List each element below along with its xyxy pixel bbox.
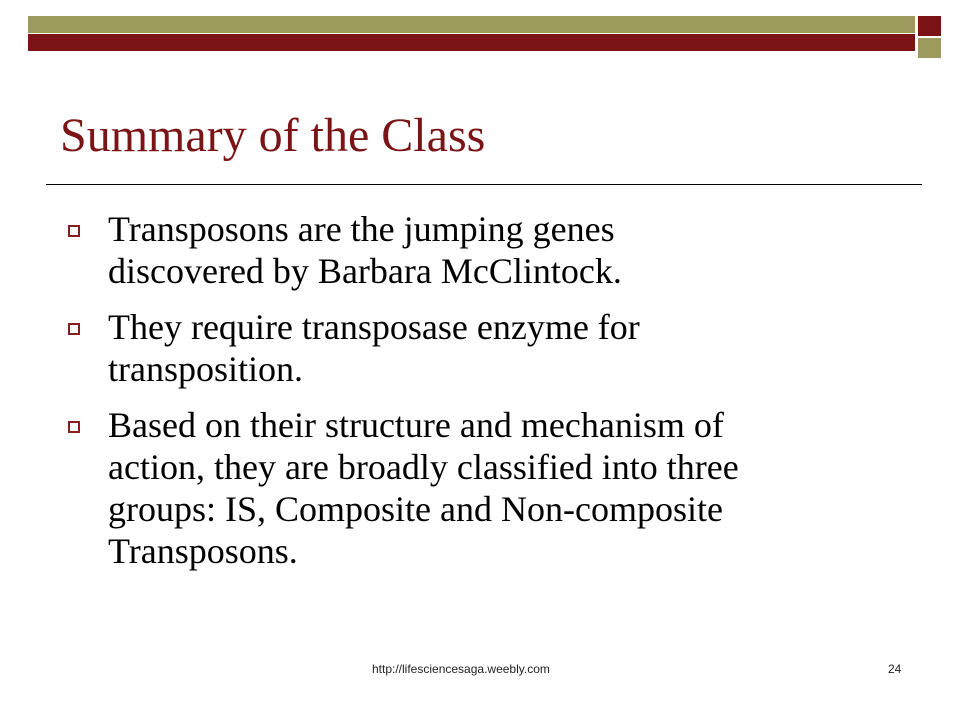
bullet-text-line: groups: IS, Composite and Non-composite — [108, 489, 723, 529]
bullet-text-line: discovered by Barbara McClintock. — [108, 251, 622, 291]
bullet-text-line: Based on their structure and mechanism of — [108, 405, 724, 445]
title-divider — [46, 184, 922, 185]
hollow-square-bullet-icon — [68, 323, 80, 335]
slide-title: Summary of the Class — [60, 109, 486, 162]
bullet-item — [64, 306, 884, 390]
bullet-text-line: Transposons are the jumping genes — [108, 209, 615, 249]
top-olive-bar — [28, 16, 915, 33]
top-maroon-bar — [28, 34, 915, 51]
hollow-square-bullet-icon — [68, 421, 80, 433]
hollow-square-bullet-icon — [68, 225, 80, 237]
bullet-text-line: transposition. — [108, 349, 303, 389]
corner-olive-square — [918, 38, 941, 58]
bullet-item — [64, 208, 884, 292]
bullet-item — [64, 404, 884, 572]
footer-url: http://lifesciencesaga.weebly.com — [372, 662, 550, 676]
bullet-text-line: They require transposase enzyme for — [108, 307, 640, 347]
bullet-list — [64, 208, 884, 586]
bullet-text-line: action, they are broadly classified into three — [108, 447, 739, 487]
corner-maroon-square — [918, 16, 941, 36]
slide-page-number: 24 — [888, 662, 902, 676]
bullet-text-line: Transposons. — [108, 531, 298, 571]
